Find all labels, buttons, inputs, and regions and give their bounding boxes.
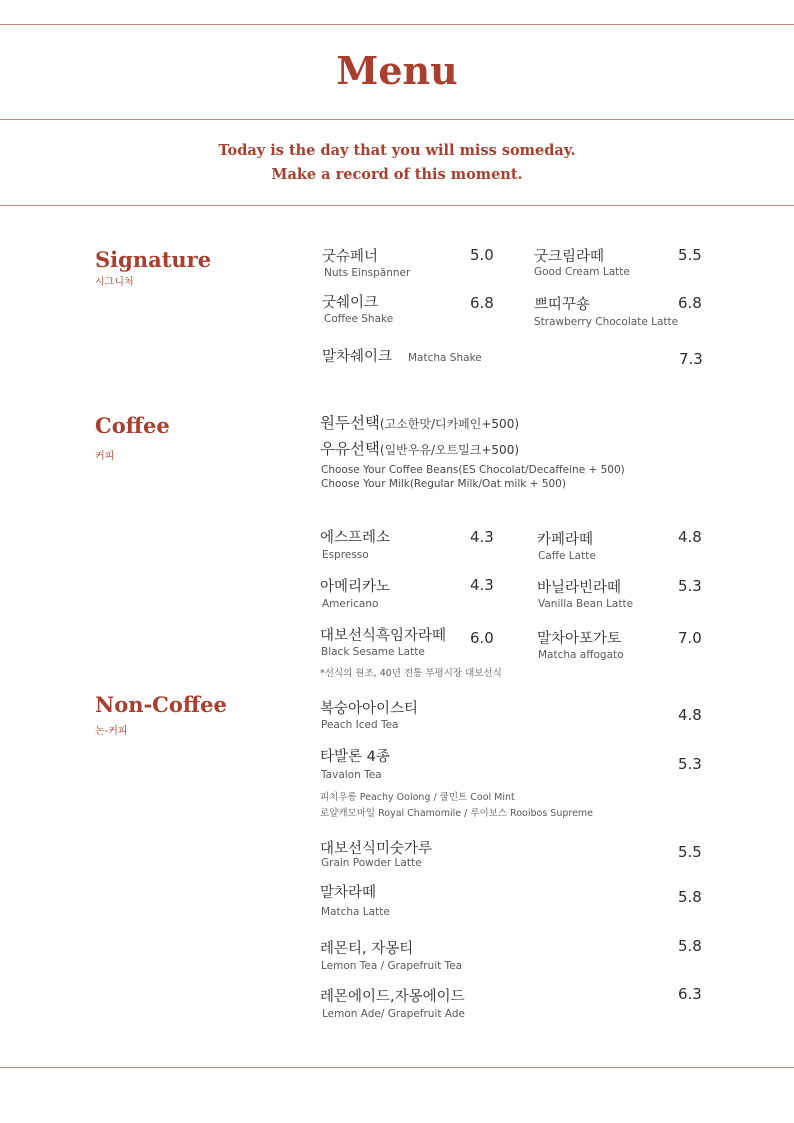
item-price: 5.3 xyxy=(678,577,702,595)
item-price: 4.8 xyxy=(678,528,702,546)
section-title-noncoffee: Non-Coffee xyxy=(95,692,227,717)
item-name-en: Caffe Latte xyxy=(538,550,596,562)
item-name-ko: 쁘띠꾸숑 xyxy=(534,297,591,313)
item-name-en: Good Cream Latte xyxy=(534,266,630,278)
section-title-signature: Signature xyxy=(95,247,212,272)
item-price: 5.5 xyxy=(678,843,702,861)
title-divider xyxy=(0,119,794,120)
item-name-en: Vanilla Bean Latte xyxy=(538,598,634,610)
tagline-line-1: Today is the day that you will miss someday. xyxy=(218,142,576,159)
item-price: 6.8 xyxy=(678,294,702,312)
item-name-en: Coffee Shake xyxy=(324,313,394,325)
section-subtitle-coffee: 커피 xyxy=(95,451,115,462)
item-name-en: Espresso xyxy=(322,549,369,561)
milk-choice-en: Choose Your Milk(Regular Milk/Oat milk + 500) xyxy=(321,478,566,490)
top-divider xyxy=(0,24,794,25)
item-name-ko: 말차아포가토 xyxy=(537,631,622,647)
item-name-en: Nuts Einspänner xyxy=(324,267,411,279)
sesame-note: *선식의 원조, 40년 전통 부평시장 대보선식 xyxy=(320,668,502,679)
milk-choice-options: (일반우유/오트밀크+500) xyxy=(379,443,520,457)
bean-choice-options: (고소한맛/디카페인+500) xyxy=(379,417,520,431)
item-name-ko: 복숭아아이스티 xyxy=(320,701,419,717)
item-name-ko: 굿슈페너 xyxy=(322,249,379,265)
milk-choice xyxy=(320,437,519,459)
item-name-ko: 말차라떼 xyxy=(320,885,377,901)
item-name-en: Strawberry Chocolate Latte xyxy=(534,316,679,328)
item-price: 5.8 xyxy=(678,937,702,955)
item-name-en: Matcha Latte xyxy=(321,906,390,918)
tagline-line-2: Make a record of this moment. xyxy=(271,166,523,183)
section-title-coffee: Coffee xyxy=(95,413,170,438)
item-name-ko: 카페라떼 xyxy=(537,532,594,548)
item-name-ko: 레몬에이드,자몽에이드 xyxy=(320,989,465,1005)
bean-choice xyxy=(320,411,519,433)
item-name-ko: 바닐라빈라떼 xyxy=(537,580,622,596)
item-name-en: Peach Iced Tea xyxy=(321,719,399,731)
tagline-divider xyxy=(0,205,794,206)
item-name-en: Americano xyxy=(322,598,379,610)
item-name-en: Grain Powder Latte xyxy=(321,857,422,869)
item-name-ko: 말차쉐이크 xyxy=(322,349,393,365)
item-price: 6.8 xyxy=(470,294,494,312)
tavalon-detail-2: 로얄캐모마일 Royal Chamomile / 루이보스 Rooibos Supreme xyxy=(320,808,594,819)
item-name-en: Matcha affogato xyxy=(538,649,624,661)
item-name-ko: 굿크림라떼 xyxy=(534,249,605,265)
item-price: 5.8 xyxy=(678,888,702,906)
item-price: 6.3 xyxy=(678,985,702,1003)
item-name-ko: 굿쉐이크 xyxy=(322,295,379,311)
item-name-ko: 레몬티, 자몽티 xyxy=(320,941,414,957)
item-price: 4.3 xyxy=(470,576,494,594)
item-name-ko: 에스프레소 xyxy=(320,530,391,546)
item-price: 5.3 xyxy=(678,755,702,773)
item-name-en: Matcha Shake xyxy=(408,352,482,364)
page-title: Menu xyxy=(336,48,458,93)
item-name-ko: 타발론 4종 xyxy=(320,749,390,765)
item-name-en: Lemon Ade/ Grapefruit Ade xyxy=(322,1008,465,1020)
item-price: 7.3 xyxy=(679,350,703,368)
item-name-en: Black Sesame Latte xyxy=(321,646,425,658)
item-price: 7.0 xyxy=(678,629,702,647)
bean-choice-en: Choose Your Coffee Beans(ES Chocolat/Decaffeine + 500) xyxy=(321,464,625,476)
item-price: 6.0 xyxy=(470,629,494,647)
item-name-ko: 대보선식흑임자라떼 xyxy=(320,628,447,644)
item-price: 5.0 xyxy=(470,246,494,264)
item-price: 4.3 xyxy=(470,528,494,546)
milk-choice-label: 우유선택 xyxy=(320,440,380,458)
item-name-en: Lemon Tea / Grapefruit Tea xyxy=(321,960,463,972)
section-subtitle-noncoffee: 논-커피 xyxy=(95,726,128,737)
section-subtitle-signature: 시그니처 xyxy=(95,277,134,288)
item-name-en: Tavalon Tea xyxy=(321,769,382,781)
bottom-divider xyxy=(0,1067,794,1068)
item-name-ko: 아메리카노 xyxy=(320,579,391,595)
item-price: 4.8 xyxy=(678,706,702,724)
item-name-ko: 대보선식미숫가루 xyxy=(320,841,433,857)
tavalon-detail-1: 피치우롱 Peachy Oolong / 쿨민트 Cool Mint xyxy=(320,792,515,803)
bean-choice-label: 원두선택 xyxy=(320,414,380,432)
item-price: 5.5 xyxy=(678,246,702,264)
